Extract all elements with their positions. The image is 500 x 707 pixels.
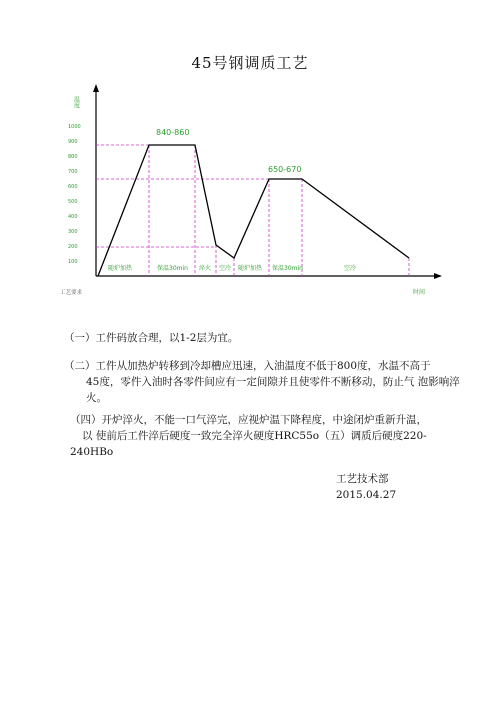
peak1-label: 840-860 <box>156 128 190 137</box>
y-tick-labels <box>68 124 81 265</box>
x-note: 工艺要求 <box>60 290 83 296</box>
y-tick-label: 800 <box>68 154 78 160</box>
paragraph-2 <box>64 358 460 406</box>
y-tick-label: 900 <box>68 139 78 145</box>
y-tick-label: 1000 <box>68 124 81 130</box>
peak2-label: 650-670 <box>268 165 302 174</box>
y-tick-label: 600 <box>68 184 78 190</box>
segment-label-heat1: 随炉加热 <box>108 265 133 272</box>
x-axis-arrow <box>434 273 442 279</box>
y-tick-label: 300 <box>68 229 78 235</box>
signature: 工艺技术部2015.04.27 <box>336 473 397 501</box>
paragraph-3-line-2: 以 使前后工件淬后硬度一致完全淬火硬度HRC55o（五）调质后硬度220- <box>82 430 427 442</box>
y-tick-label: 400 <box>68 214 78 220</box>
page-title: 45号钢调质工艺 <box>191 54 309 72</box>
paragraph-1: （一）工件码放合理，以1-2层为宜。 <box>64 332 239 344</box>
y-axis-arrow <box>93 84 99 92</box>
y-axis-label: 温度 <box>72 96 80 108</box>
paragraph-3-line-3: 240HBo <box>70 446 114 458</box>
segment-label-hold1: 保温30min <box>157 265 188 272</box>
segment-label-hold2: 保温30min <box>272 265 303 272</box>
x-axis-label: 时间 <box>413 289 426 296</box>
y-tick-label: 700 <box>68 169 78 175</box>
paragraph-2-rest: 45度，零件入油时各零件间应有一定间隙并且使零件不断移动，防止气 泡影响淬火。 <box>86 376 460 404</box>
paragraph-3 <box>70 412 450 460</box>
y-tick-label: 200 <box>68 244 78 250</box>
paragraph-3-line-1: （四）开炉淬火，不能一口气淬完，应视炉温下降程度，中途闭炉重新升温， <box>70 414 427 426</box>
segment-label-heat2: 随炉加热 <box>238 265 263 272</box>
paragraph-2-line-1: （二）工件从加热炉转移到冷却槽应迅速，入油温度不低于800度，水温不高于 <box>64 360 431 372</box>
y-tick-label: 100 <box>68 259 78 265</box>
segment-label-aircool2: 空冷 <box>344 265 357 272</box>
segment-label-aircool1: 空冷 <box>219 265 232 272</box>
process-curve <box>98 145 409 276</box>
segment-label-quench: 淬火 <box>199 265 212 272</box>
y-tick-label: 500 <box>68 199 78 205</box>
process-chart <box>58 84 442 300</box>
